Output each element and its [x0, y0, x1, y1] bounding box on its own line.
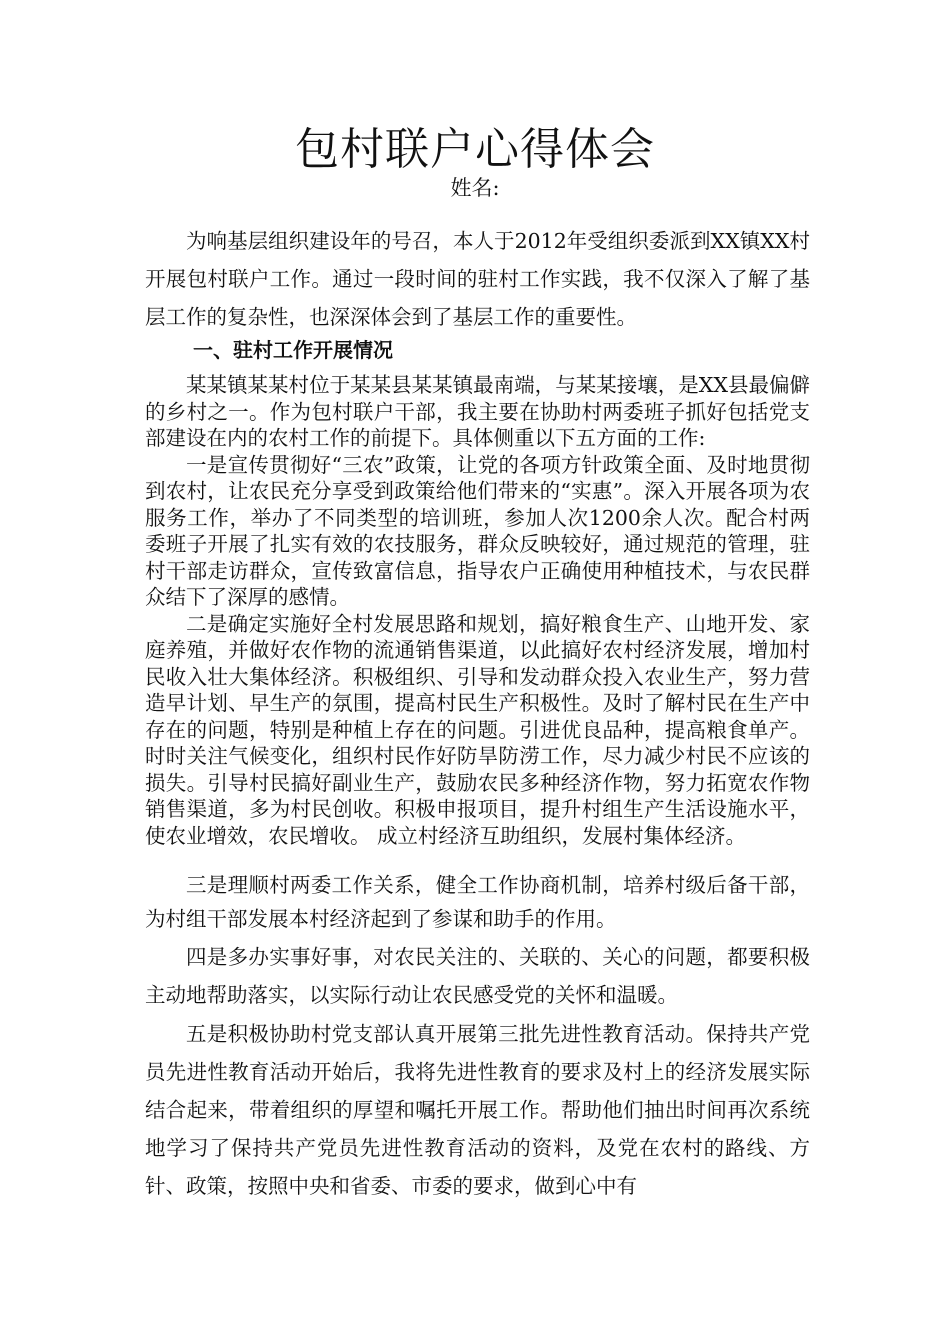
- point-4-paragraph: 四是多办实事好事，对农民关注的、关联的、关心的问题，都要积极主动地帮助落实，以实际行动让农民感受党的关怀和温暖。: [145, 945, 810, 1007]
- point-5-block: [145, 1015, 810, 1205]
- document-title: 包村联户心得体会: [295, 124, 655, 175]
- author-label: 姓名:: [450, 176, 500, 200]
- point-5-paragraph: 五是积极协助村党支部认真开展第三批先进性教育活动。保持共产党员先进性教育活动开始后，我将先进性教育的要求及村上的经济发展实际结合起来，带着组织的厚望和嘱托开展工作。帮助他们抽出时间再次系统地学习了保持共产党员先进性教育活动的资料，及党在农村的路线、方针、政策，按照中央和省委、市委的要求，做到心中有: [145, 1022, 810, 1198]
- dense-block: [145, 372, 810, 849]
- point-3-paragraph: 三是理顺村两委工作关系，健全工作协商机制，培养村级后备干部，为村组干部发展本村经济起到了参谋和助手的作用。: [145, 873, 810, 931]
- point-1-paragraph: 一是宣传贯彻好“三农”政策，让党的各项方针政策全面、及时地贯彻到农村，让农民充分享受到政策给他们带来的“实惠”。深入开展各项为农服务工作，举办了不同类型的培训班，参加人次1200余人次。配合村两委班子开展了扎实有效的农技服务，群众反映较好，通过规范的管理，驻村干部走访群众，宣传致富信息，指导农户正确使用种植技术，与农民群众结下了深厚的感情。: [145, 452, 810, 609]
- section-heading: 一、驻村工作开展情况: [193, 338, 393, 362]
- point-4-block: [145, 938, 810, 1014]
- point-3-block: [145, 868, 810, 936]
- overview-paragraph: 某某镇某某村位于某某县某某镇最南端，与某某接壤，是XX县最偏僻的乡村之一。作为包村联户干部，我主要在协助村两委班子抓好包括党支部建设在内的农村工作的前提下。具体侧重以下五方面的工作:: [145, 373, 810, 450]
- point-2-paragraph: 二是确定实施好全村发展思路和规划，搞好粮食生产、山地开发、家庭养殖，并做好农作物的流通销售渠道，以此搞好农村经济发展，增加村民收入壮大集体经济。积极组织、引导和发动群众投入农业生产，努力营造早计划、早生产的氛围，提高村民生产积极性。及时了解村民在生产中存在的问题，特别是种植上存在的问题。引进优良品种，提高粮食单产。时时关注气候变化，组织村民作好防旱防涝工作，尽力减少村民不应该的损失。引导村民搞好副业生产，鼓励农民多种经济作物，努力拓宽农作物销售渠道，多为村民创收。积极申报项目，提升村组生产生活设施水平，使农业增效，农民增收。 成立村经济互助组织，发展村集体经济。: [145, 611, 810, 848]
- intro-paragraph: 为响基层组织建设年的号召，本人于2012年受组织委派到XX镇XX村开展包村联户工作。通过一段时间的驻村工作实践，我不仅深入了解了基层工作的复杂性，也深深体会到了基层工作的重要性。: [145, 229, 810, 329]
- intro-block: [145, 222, 810, 336]
